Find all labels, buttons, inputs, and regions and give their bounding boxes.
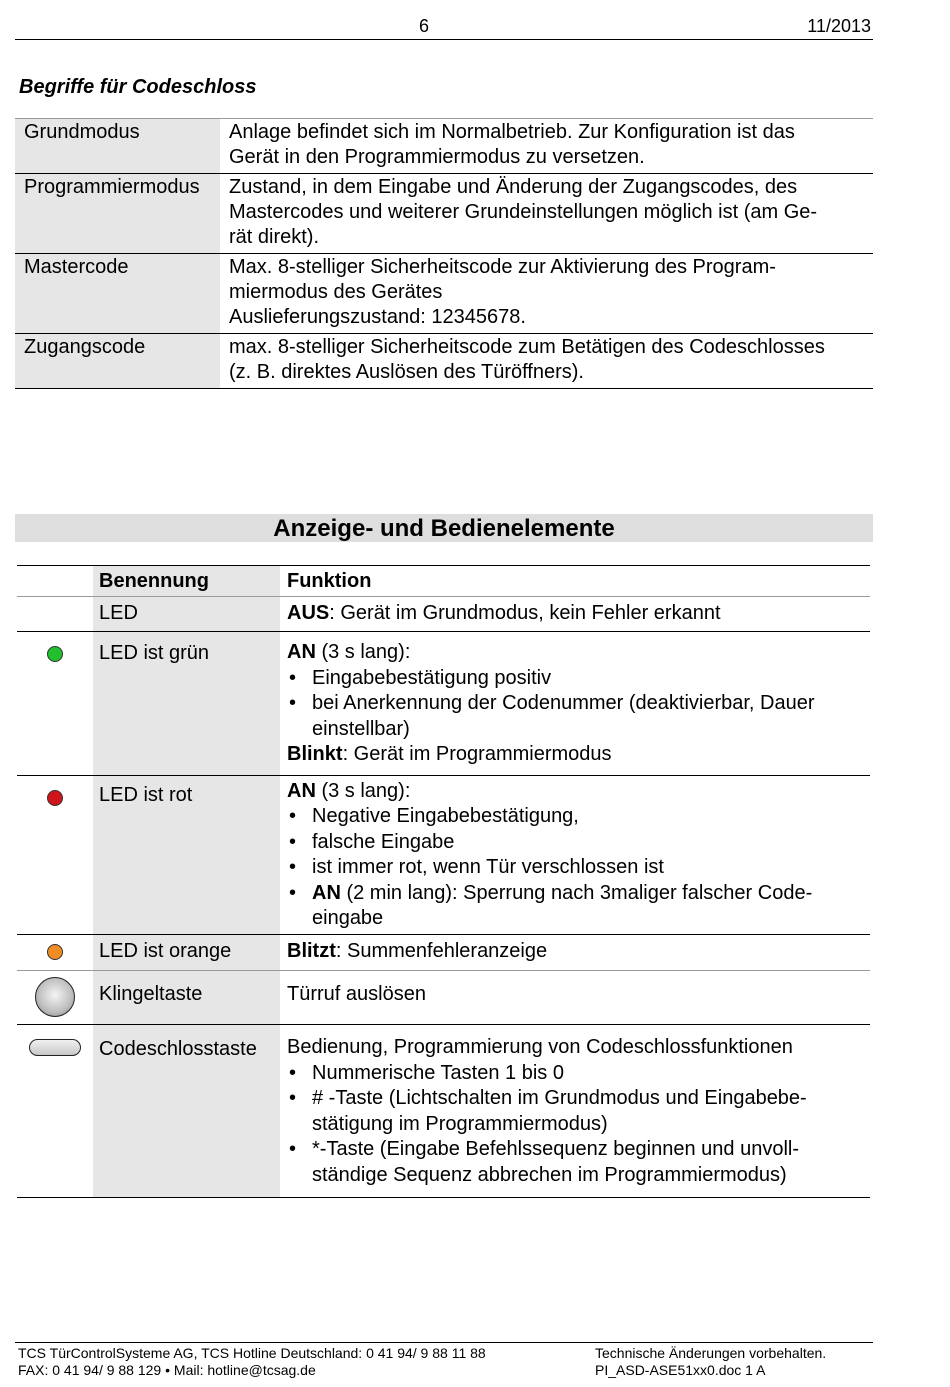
definition-line: Auslieferungszustand: 12345678. [229, 306, 526, 328]
definition-line: rät direkt). [229, 226, 320, 248]
controls-table [17, 565, 870, 1198]
bullet-item [287, 804, 864, 830]
red-led-icon [47, 790, 63, 806]
page-footer [15, 1342, 873, 1378]
state-description: : Summenfehleranzeige [335, 939, 548, 962]
page-header [15, 14, 873, 40]
state-label: AN [287, 779, 316, 802]
term-definition [220, 254, 873, 334]
bullet-item [287, 830, 864, 856]
footer-disclaimer: Technische Änderungen vorbehalten. [595, 1345, 827, 1361]
control-function: Türruf auslösen [287, 982, 426, 1005]
control-row-led [17, 597, 870, 632]
footer-filename: PI_ASD-ASE51xx0.doc 1 A [595, 1362, 766, 1378]
term-label: Programmiermodus [15, 174, 220, 254]
control-name: Klingeltaste [93, 970, 280, 1025]
bullet-line: ständige Sequenz abbrechen im Programmiermodus) [312, 1163, 787, 1186]
term-definition [220, 174, 873, 254]
bullet-line: stätigung im Programmiermodus) [312, 1112, 608, 1135]
name-column-header: Benennung [93, 566, 280, 597]
footer-company-line: TCS TürControlSysteme AG, TCS Hotline Deutschland: 0 41 94/ 9 88 11 88 [18, 1345, 486, 1361]
control-name: LED ist rot [93, 775, 280, 934]
terms-row [15, 174, 873, 254]
definition-line: Mastercodes und weiterer Grundeinstellungen möglich ist (am Ge- [229, 201, 818, 223]
document-date: 11/2013 [807, 16, 871, 36]
function-column-header: Funktion [287, 570, 372, 592]
control-function [280, 1025, 870, 1198]
term-definition [220, 119, 873, 174]
bullet-item [287, 881, 864, 932]
orange-led-icon [47, 944, 63, 960]
controls-section-title: Anzeige- und Bedienelemente [15, 514, 873, 542]
function-bullets [287, 804, 864, 932]
definition-line: max. 8-stelliger Sicherheitscode zum Betätigen des Codeschlosses [229, 336, 825, 358]
function-intro [287, 640, 864, 666]
definition-line: Gerät in den Programmiermodus zu versetzen. [229, 146, 645, 168]
footer-document-info [595, 1345, 826, 1379]
footer-fax-mail-line: FAX: 0 41 94/ 9 88 129 • Mail: hotline@tcsag.de [18, 1362, 316, 1378]
function-intro: Bedienung, Programmierung von Codeschlossfunktionen [287, 1036, 793, 1058]
footer-contact [18, 1345, 486, 1379]
control-function [280, 775, 870, 934]
control-row-led-orange [17, 934, 870, 970]
bullet-item [287, 1086, 864, 1137]
control-name: Codeschlosstaste [93, 1025, 280, 1198]
function-bullets [287, 666, 864, 743]
bullet-line: • bei Anerkennung der Codenummer (deaktivierbar, Dauer [312, 692, 815, 714]
bell-button-icon [35, 977, 75, 1017]
symbol-cell [17, 934, 93, 970]
term-label: Mastercode [15, 254, 220, 334]
page-number: 6 [419, 16, 430, 36]
bullet-line: einstellbar) [312, 717, 410, 740]
control-function [280, 934, 870, 970]
terms-table [15, 118, 873, 389]
symbol-column-header [17, 566, 93, 597]
bullet-line: • Nummerische Tasten 1 bis 0 [312, 1061, 564, 1084]
bullet-item [287, 1137, 864, 1188]
definition-line: miermodus des Gerätes [229, 281, 443, 303]
control-name: LED ist orange [93, 934, 280, 970]
state-description: : Gerät im Programmiermodus [342, 743, 612, 765]
green-led-icon [47, 646, 63, 662]
control-function [280, 632, 870, 776]
state-description: (3 s lang): [315, 641, 411, 663]
bullet-item [287, 855, 864, 881]
table-header-row [17, 566, 870, 597]
bullet-line: • Negative Eingabebestätigung, [312, 805, 579, 827]
definition-line: (z. B. direktes Auslösen des Türöffners). [229, 361, 584, 383]
control-row-led-red [17, 775, 870, 934]
symbol-cell [17, 1025, 93, 1198]
symbol-cell [17, 775, 93, 934]
symbol-cell [17, 597, 93, 632]
symbol-cell [17, 632, 93, 776]
state-label: AN [287, 641, 316, 663]
term-definition [220, 334, 873, 389]
bullet-line: • *-Taste (Eingabe Befehlssequenz beginnen und unvoll- [312, 1138, 800, 1160]
function-bullets [287, 1061, 864, 1189]
bullet-item [287, 666, 864, 692]
function-outro [287, 742, 864, 768]
symbol-cell [17, 970, 93, 1025]
definition-line: Anlage befindet sich im Normalbetrieb. Zur Konfiguration ist das [229, 121, 795, 143]
state-description: (3 s lang): [315, 779, 411, 802]
state-label: AUS [287, 602, 330, 624]
state-label: Blinkt [287, 743, 343, 765]
term-label: Grundmodus [15, 119, 220, 174]
terms-row [15, 119, 873, 174]
bullet-item [287, 1061, 864, 1087]
code-key-icon [29, 1039, 81, 1056]
bullet-line: • # -Taste (Lichtschalten im Grundmodus und Eingabebe- [312, 1087, 807, 1109]
control-row-code-key [17, 1025, 870, 1198]
state-description: : Gerät im Grundmodus, kein Fehler erkannt [329, 602, 721, 624]
bullet-line: • falsche Eingabe [312, 830, 455, 853]
bullet-text: (2 min lang): Sperrung nach 3maliger falscher Code- [340, 881, 813, 904]
function-intro [287, 779, 864, 805]
control-name: LED [93, 597, 280, 632]
terms-row [15, 334, 873, 389]
definition-line: Zustand, in dem Eingabe und Änderung der Zugangscodes, des [229, 176, 798, 198]
bullet-line [312, 881, 864, 907]
term-label: Zugangscode [15, 334, 220, 389]
definition-line: Max. 8-stelliger Sicherheitscode zur Aktivierung des Program- [229, 256, 776, 278]
control-row-bell-button [17, 970, 870, 1025]
state-label: Blitzt [287, 939, 336, 962]
terms-section-title: Begriffe für Codeschloss [19, 76, 257, 98]
control-function [280, 597, 870, 632]
bullet-line: • Eingabebestätigung positiv [312, 666, 552, 689]
control-name: LED ist grün [93, 632, 280, 776]
bullet-line: • ist immer rot, wenn Tür verschlossen ist [312, 856, 664, 878]
bullet-item [287, 691, 864, 742]
bullet-line: eingabe [312, 907, 384, 929]
state-label: AN [312, 881, 341, 904]
control-row-led-green [17, 632, 870, 776]
terms-row [15, 254, 873, 334]
